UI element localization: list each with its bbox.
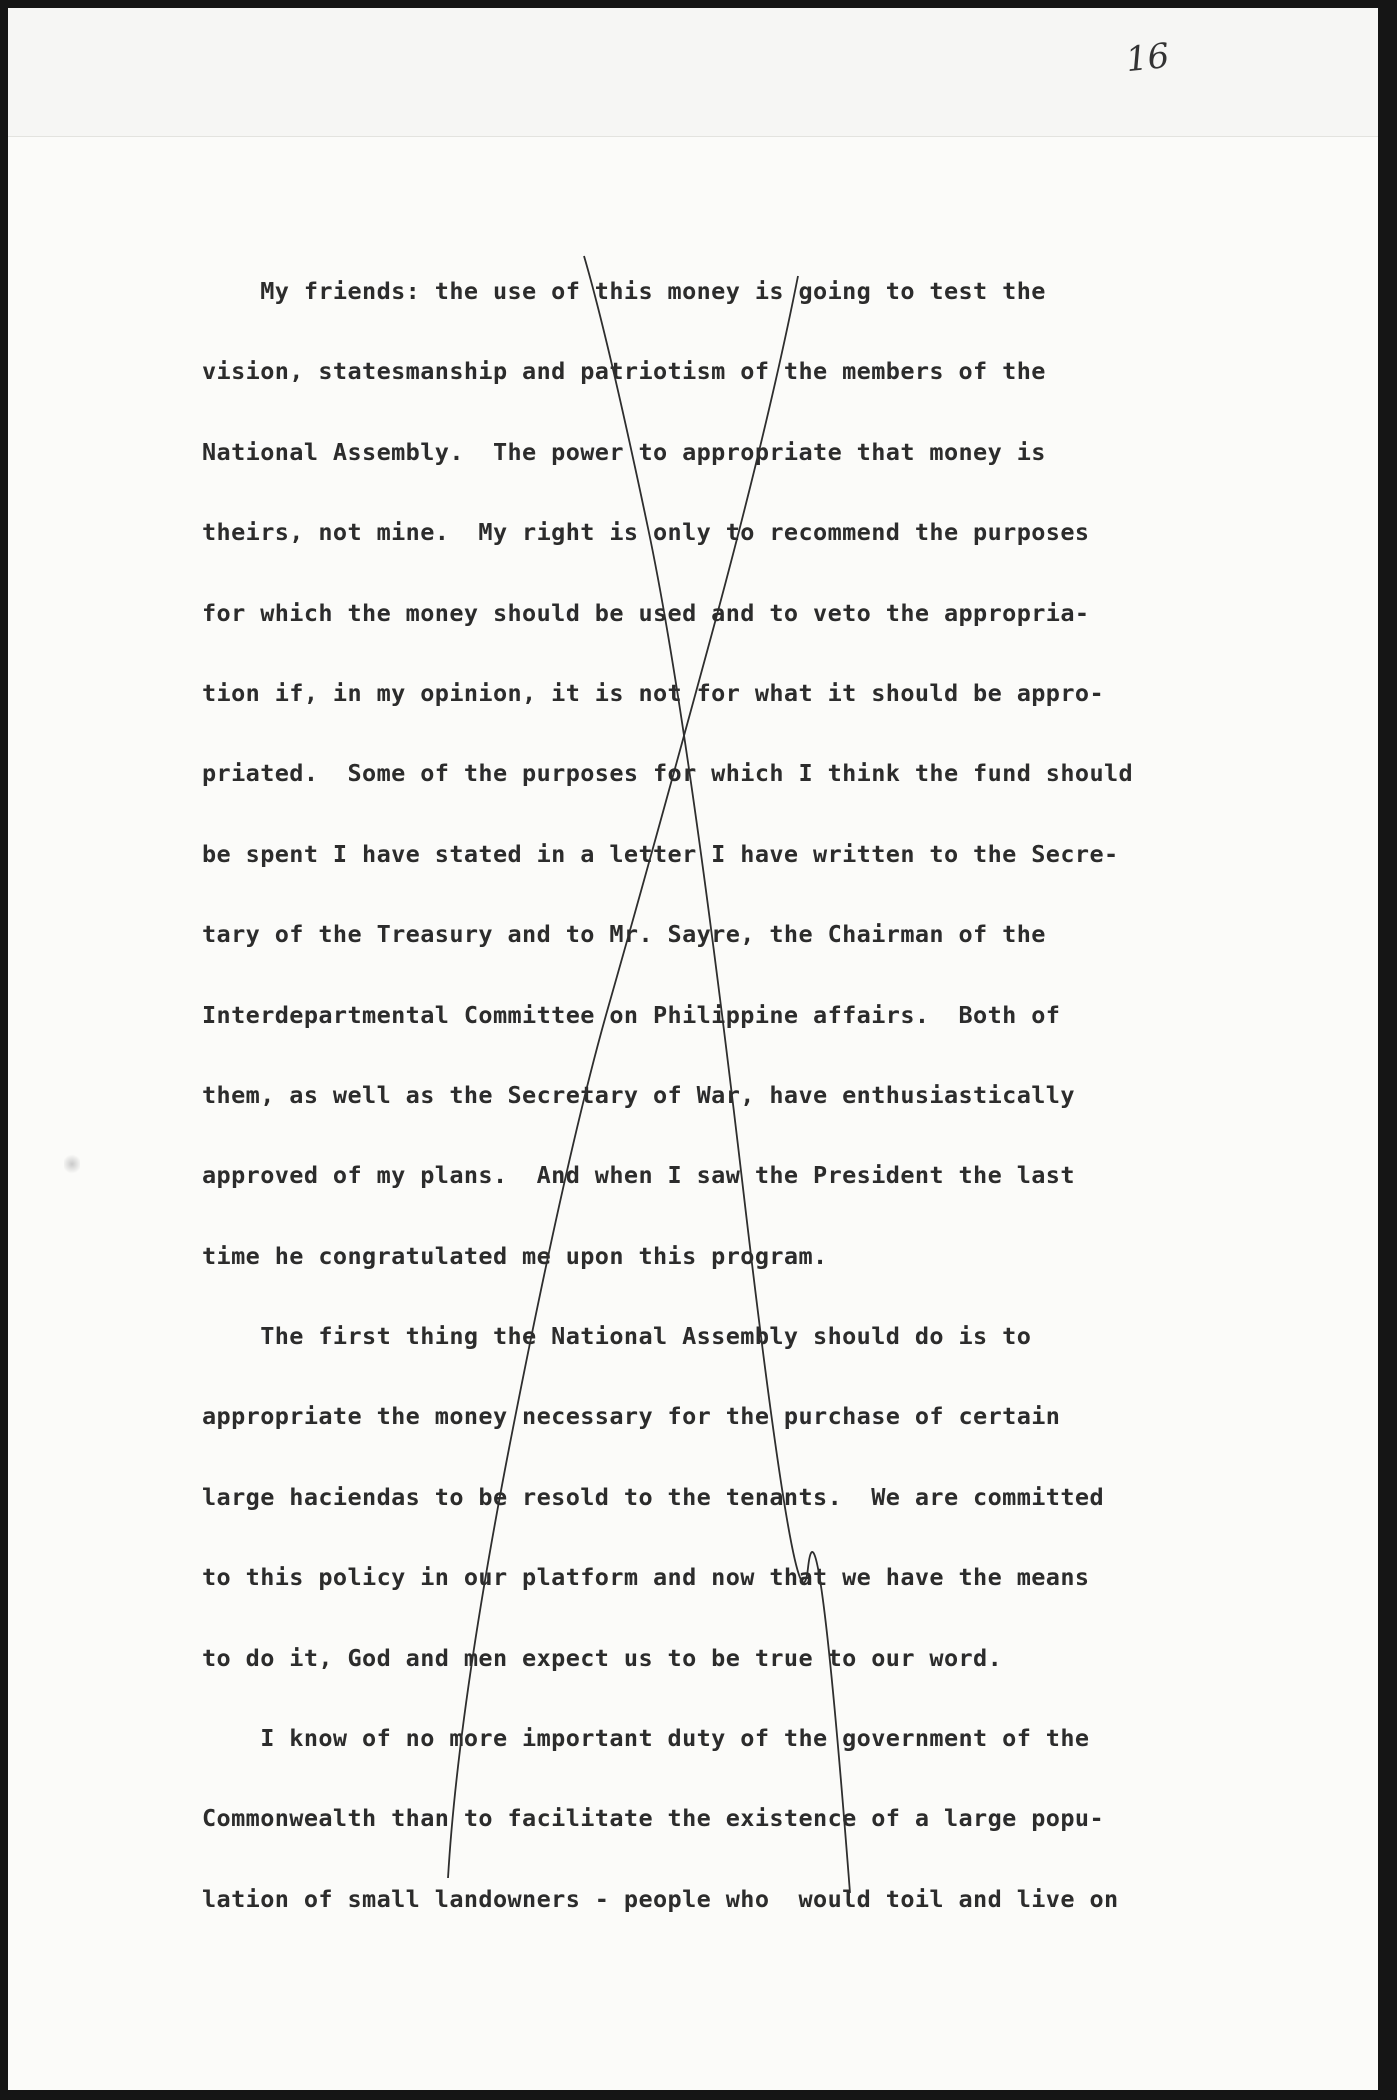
cross-stroke-left-to-right [584,256,850,1893]
cross-stroke-right-to-left [448,276,798,1878]
text-line: them, as well as the Secretary of War, have enthusiastically [202,1080,1075,1109]
handwritten-cross-out-mark [8,8,1378,2090]
text-line: to do it, God and men expect us to be true to our word. [202,1643,1003,1672]
text-line: vision, statesmanship and patriotism of the members of the [202,357,1046,386]
text-line: appropriate the money necessary for the purchase of certain [202,1402,1061,1431]
text-line: approved of my plans. And when I saw the President the last [202,1161,1075,1190]
typescript-page [8,8,1378,2090]
text-line: theirs, not mine. My right is only to recommend the purposes [202,518,1090,547]
text-line: tary of the Treasury and to Mr. Sayre, the Chairman of the [202,920,1046,949]
text-line: priated. Some of the purposes for which I think the fund should [202,759,1134,788]
text-line: National Assembly. The power to appropriate that money is [202,437,1046,466]
text-line: Commonwealth than to facilitate the existence of a large popu- [202,1804,1104,1833]
text-line: for which the money should be used and to veto the appropria- [202,598,1090,627]
text-line: to this policy in our platform and now that we have the means [202,1563,1090,1592]
text-line: tion if, in my opinion, it is not for what it should be appro- [202,678,1104,707]
text-line: My friends: the use of this money is going to test the [202,277,1046,305]
text-line: large haciendas to be resold to the tenants. We are committed [202,1482,1104,1511]
text-line: I know of no more important duty of the government of the [202,1724,1090,1753]
text-line: time he congratulated me upon this program. [202,1241,828,1270]
text-line: be spent I have stated in a letter I have written to the Secre- [202,839,1119,868]
text-line: Interdepartmental Committee on Philippine affairs. Both of [202,1000,1061,1029]
text-line: The first thing the National Assembly should do is to [202,1322,1032,1351]
paper-speck [64,1153,80,1175]
handwritten-page-number: 16 [1124,35,1172,81]
text-line: lation of small landowners - people who would toil and live on [202,1884,1119,1913]
